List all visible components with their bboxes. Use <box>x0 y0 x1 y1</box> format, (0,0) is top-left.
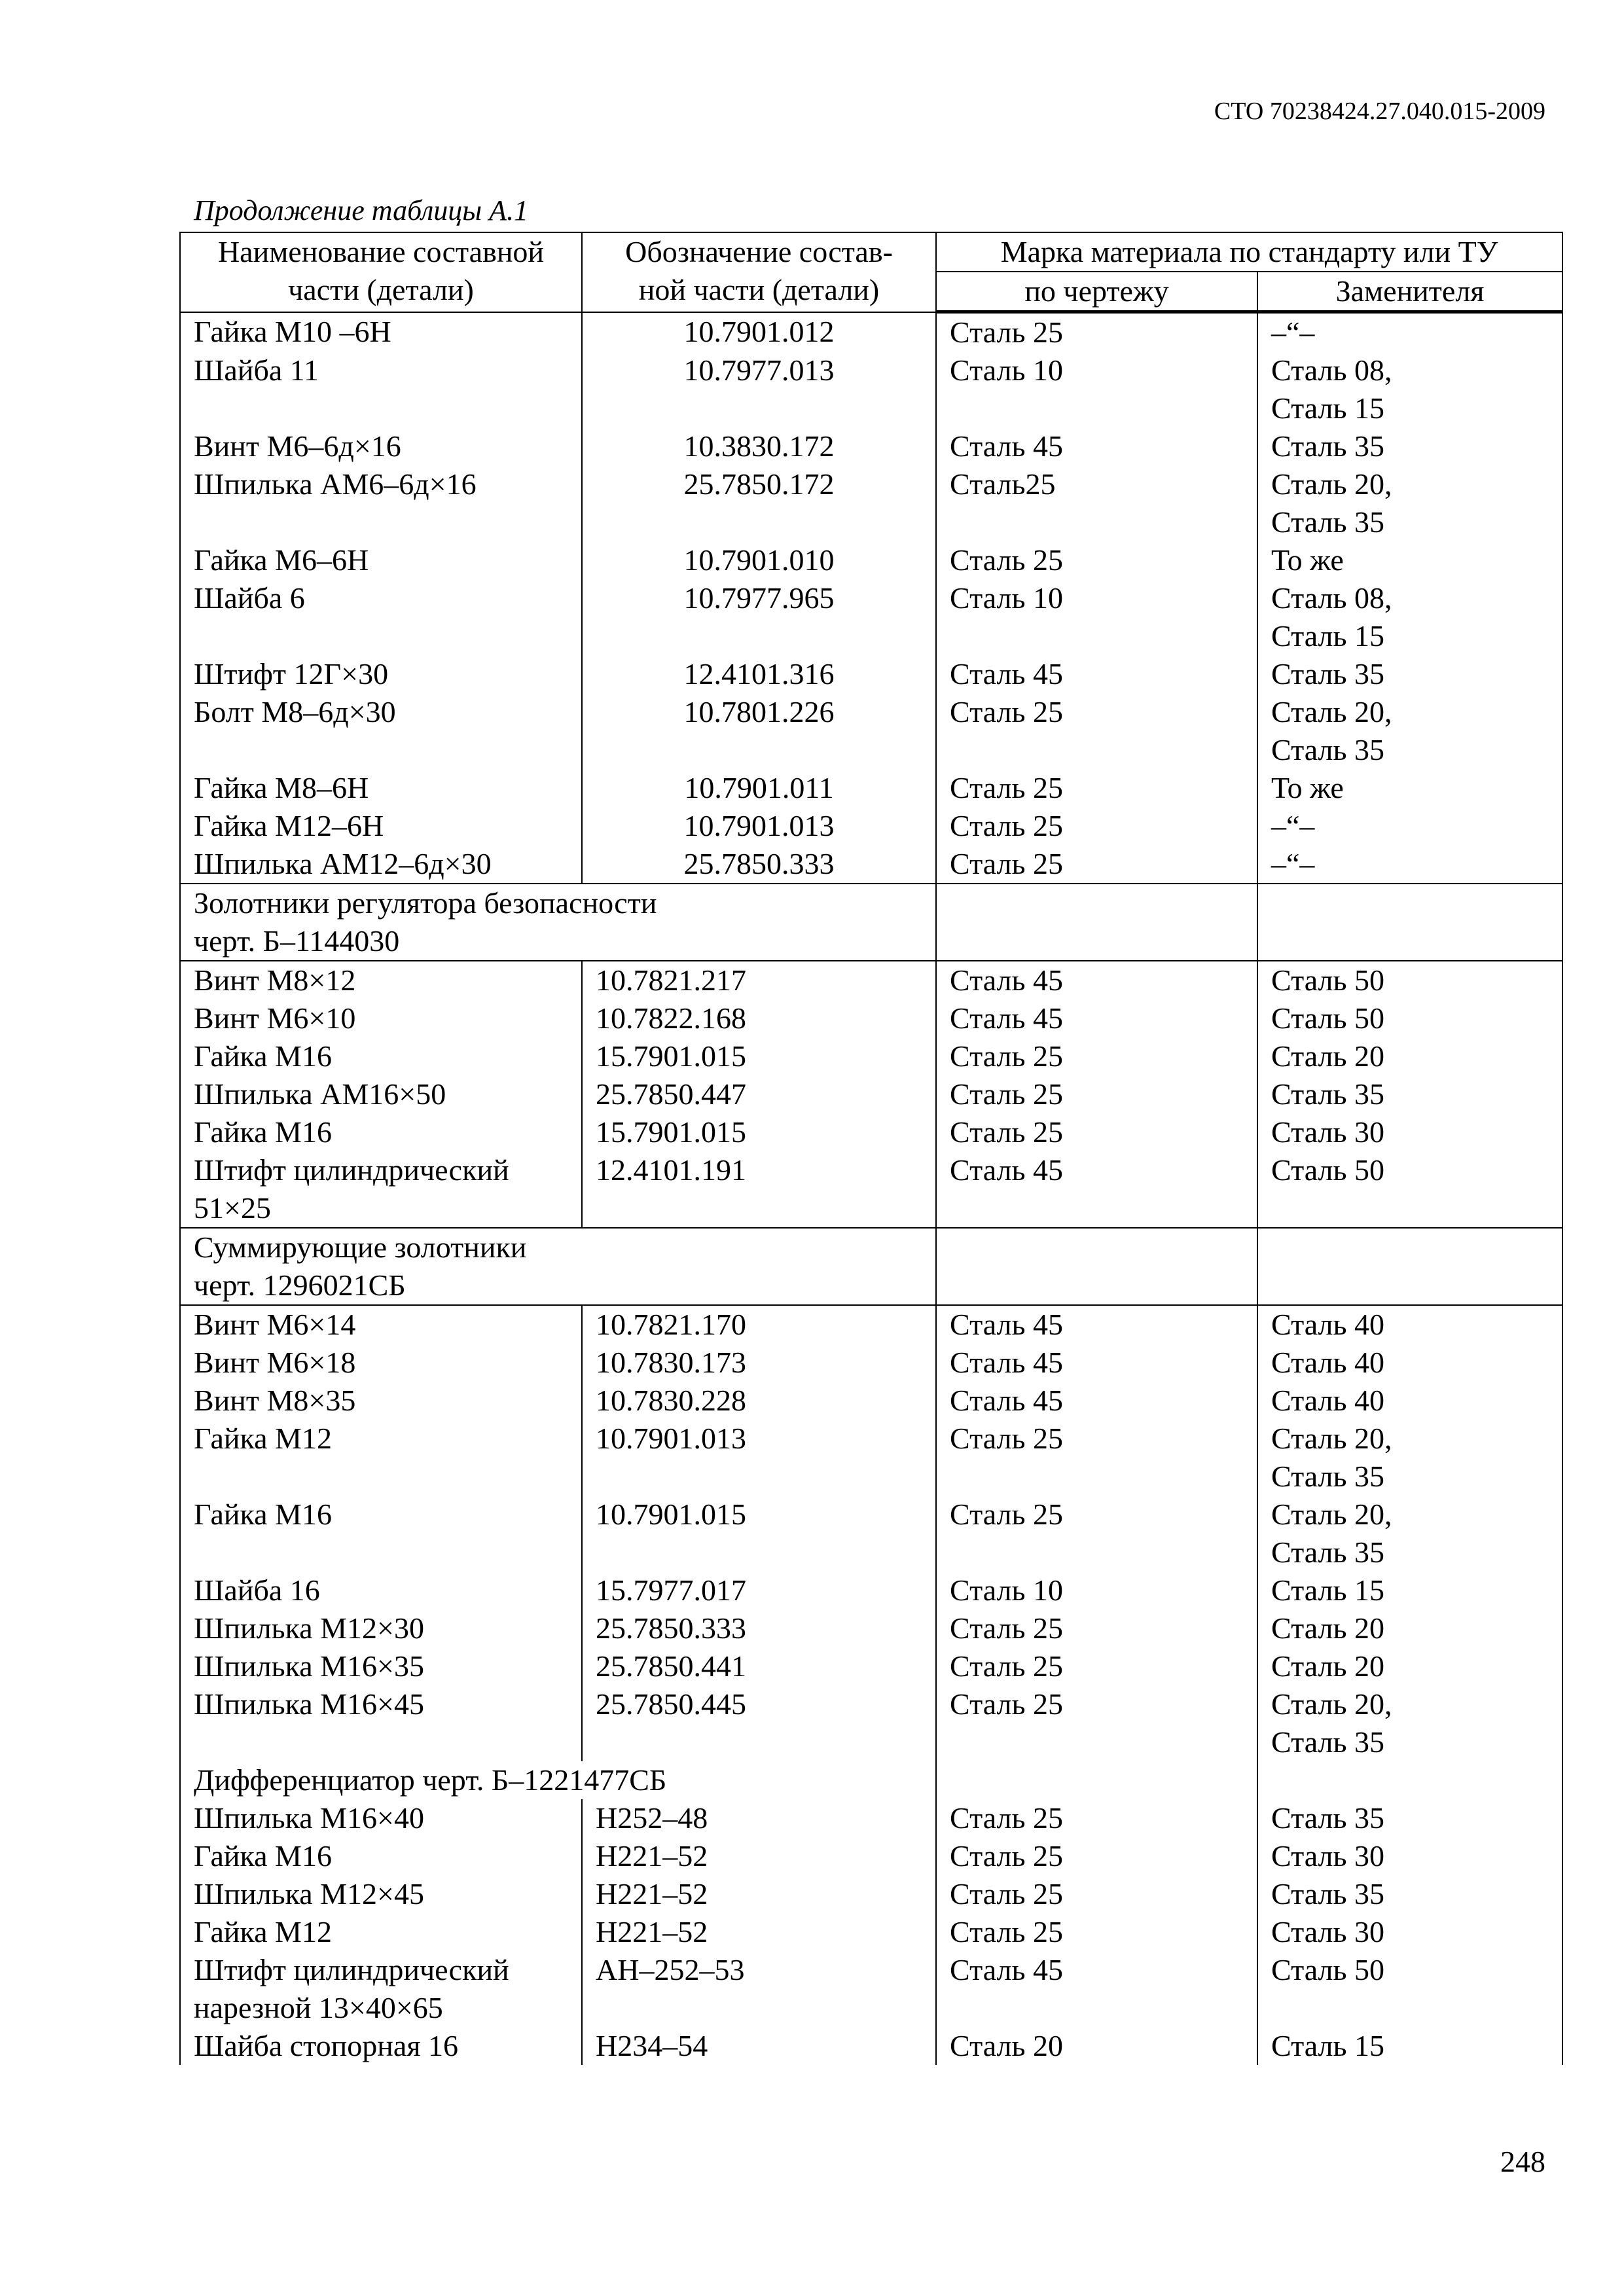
table-row <box>180 807 1562 845</box>
table-row <box>180 693 1562 769</box>
part-code: 15.7977.017 <box>582 1571 936 1609</box>
material-by-drawing: Сталь 25 <box>936 1685 1257 1761</box>
table-row <box>180 1075 1562 1113</box>
substitute-line1: Сталь 35 <box>1271 657 1384 691</box>
material-substitute: Сталь 15 <box>1257 2027 1562 2065</box>
section-header-row <box>180 1761 1562 1799</box>
table-row <box>180 1420 1562 1496</box>
material-substitute: Сталь 50 <box>1257 961 1562 999</box>
part-code: 10.7830.228 <box>582 1382 936 1420</box>
part-code: 10.7977.013 <box>582 351 936 427</box>
table-body <box>180 312 1562 2066</box>
part-name: Шпилька АМ16×50 <box>180 1075 582 1113</box>
material-by-drawing: Сталь 25 <box>936 1113 1257 1151</box>
part-code: 25.7850.445 <box>582 1685 936 1761</box>
table-row <box>180 1344 1562 1382</box>
part-code: 25.7850.441 <box>582 1647 936 1685</box>
header-material: Марка материала по стандарту или ТУ <box>936 232 1562 272</box>
table-row <box>180 351 1562 427</box>
section-drawing-ref: черт. Б–1144030 <box>194 924 400 958</box>
part-name: Гайка М8–6Н <box>180 769 582 807</box>
material-by-drawing: Сталь 20 <box>936 2027 1257 2065</box>
material-substitute: Сталь 30 <box>1257 1837 1562 1875</box>
part-code: 10.7801.226 <box>582 693 936 769</box>
material-by-drawing: Сталь 25 <box>936 807 1257 845</box>
substitute-line1: Сталь 08, <box>1271 353 1392 387</box>
substitute-line1: –“– <box>1271 809 1315 842</box>
material-by-drawing: Сталь 10 <box>936 351 1257 427</box>
part-code: 10.7901.010 <box>582 541 936 579</box>
table-row <box>180 1685 1562 1761</box>
substitute-line1: Сталь 20 <box>1271 1649 1384 1683</box>
part-name: Винт М6–6д×16 <box>180 427 582 465</box>
material-substitute <box>1257 1496 1562 1571</box>
table-row <box>180 541 1562 579</box>
substitute-line2: Сталь 35 <box>1271 1725 1384 1759</box>
substitute-line1: Сталь 20, <box>1271 695 1392 728</box>
part-name: Шпилька М16×40 <box>180 1799 582 1837</box>
substitute-line1: Сталь 20, <box>1271 1422 1392 1455</box>
part-code: 10.7977.965 <box>582 579 936 655</box>
section-title <box>180 1228 936 1305</box>
table-row <box>180 1037 1562 1075</box>
header-code-line1: Обозначение состав- <box>625 235 893 268</box>
material-by-drawing: Сталь 25 <box>936 312 1257 352</box>
part-name: Гайка М6–6Н <box>180 541 582 579</box>
table-row <box>180 1151 1562 1228</box>
part-name-line1: Штифт цилиндрический <box>194 1153 509 1187</box>
section-title <box>180 884 936 961</box>
table-row <box>180 1875 1562 1913</box>
material-substitute <box>1257 1420 1562 1496</box>
material-by-drawing: Сталь 25 <box>936 1913 1257 1951</box>
material-by-drawing: Сталь 25 <box>936 1875 1257 1913</box>
part-name: Винт М6×10 <box>180 999 582 1037</box>
part-name: Шпилька М12×30 <box>180 1609 582 1647</box>
material-by-drawing: Сталь 45 <box>936 999 1257 1037</box>
header-by-drawing: по чертежу <box>936 272 1257 312</box>
section-header-row <box>180 1228 1562 1305</box>
part-code: 10.7821.170 <box>582 1305 936 1344</box>
part-name <box>180 1951 582 2027</box>
substitute-line1: –“– <box>1271 315 1315 349</box>
material-substitute: Сталь 35 <box>1257 1875 1562 1913</box>
substitute-line1: Сталь 35 <box>1271 429 1384 463</box>
part-name: Винт М8×35 <box>180 1382 582 1420</box>
section-title: Дифференциатор черт. Б–1221477СБ <box>180 1761 936 1799</box>
material-by-drawing: Сталь 25 <box>936 1799 1257 1837</box>
material-substitute: Сталь 30 <box>1257 1113 1562 1151</box>
material-by-drawing: Сталь 45 <box>936 1305 1257 1344</box>
table-row <box>180 1496 1562 1571</box>
part-code: 10.3830.172 <box>582 427 936 465</box>
material-substitute: Сталь 20 <box>1257 1037 1562 1075</box>
part-code: 10.7901.015 <box>582 1496 936 1571</box>
substitute-line1: То же <box>1271 543 1344 577</box>
material-substitute <box>1257 351 1562 427</box>
substitute-line1: То же <box>1271 771 1344 804</box>
table-row <box>180 1951 1562 2027</box>
part-name: Шайба 11 <box>180 351 582 427</box>
substitute-line1: Сталь 20, <box>1271 1498 1392 1531</box>
substitute-line1: Сталь 08, <box>1271 581 1392 615</box>
part-code: Н234–54 <box>582 2027 936 2065</box>
part-name: Гайка М12 <box>180 1420 582 1496</box>
material-substitute <box>1257 541 1562 579</box>
table-row <box>180 1382 1562 1420</box>
material-substitute <box>1257 1647 1562 1685</box>
part-name: Гайка М12–6Н <box>180 807 582 845</box>
section-title-line1: Золотники регулятора безопасности <box>194 886 657 920</box>
table-row <box>180 655 1562 693</box>
part-name: Гайка М12 <box>180 1913 582 1951</box>
part-name: Шайба стопорная 16 <box>180 2027 582 2065</box>
material-substitute <box>1257 312 1562 352</box>
part-code: 15.7901.015 <box>582 1113 936 1151</box>
part-code: 12.4101.316 <box>582 655 936 693</box>
material-by-drawing: Сталь 45 <box>936 1151 1257 1228</box>
material-substitute <box>1257 1609 1562 1647</box>
substitute-line1: –“– <box>1271 847 1315 880</box>
part-name <box>180 1151 582 1228</box>
part-name: Шпилька АМ12–6д×30 <box>180 845 582 884</box>
material-substitute <box>1257 769 1562 807</box>
substitute-line1: Сталь 40 <box>1271 1308 1384 1341</box>
material-by-drawing: Сталь 25 <box>936 541 1257 579</box>
material-by-drawing: Сталь 45 <box>936 1382 1257 1420</box>
table-row <box>180 1913 1562 1951</box>
material-substitute <box>1257 1305 1562 1344</box>
part-name: Шпилька М16×35 <box>180 1647 582 1685</box>
part-code: 10.7901.011 <box>582 769 936 807</box>
substitute-line2: Сталь 35 <box>1271 505 1384 539</box>
table-row <box>180 1113 1562 1151</box>
section-title-line1: Суммирующие золотники <box>194 1230 527 1264</box>
header-name <box>180 232 582 312</box>
material-by-drawing: Сталь 25 <box>936 769 1257 807</box>
part-name: Гайка М16 <box>180 1113 582 1151</box>
table-row <box>180 1647 1562 1685</box>
substitute-line2: Сталь 15 <box>1271 619 1384 653</box>
material-by-drawing: Сталь 25 <box>936 1037 1257 1075</box>
substitute-line1: Сталь 20, <box>1271 1687 1392 1721</box>
materials-table <box>179 232 1563 2065</box>
material-substitute <box>1257 427 1562 465</box>
part-code: Н221–52 <box>582 1837 936 1875</box>
material-substitute <box>1257 1382 1562 1420</box>
part-code: Н221–52 <box>582 1875 936 1913</box>
header-name-line1: Наименование составной <box>217 235 545 268</box>
material-substitute <box>1257 1571 1562 1609</box>
material-substitute: Сталь 30 <box>1257 1913 1562 1951</box>
part-code: 25.7850.333 <box>582 845 936 884</box>
part-code: 25.7850.447 <box>582 1075 936 1113</box>
part-code: 10.7821.217 <box>582 961 936 999</box>
part-code: Н221–52 <box>582 1913 936 1951</box>
part-code: 25.7850.333 <box>582 1609 936 1647</box>
material-by-drawing: Сталь 10 <box>936 1571 1257 1609</box>
part-name-line2: 51×25 <box>194 1191 271 1225</box>
part-code: 10.7822.168 <box>582 999 936 1037</box>
part-name: Шайба 6 <box>180 579 582 655</box>
part-name: Гайка М16 <box>180 1037 582 1075</box>
table-row <box>180 961 1562 999</box>
header-code <box>582 232 936 312</box>
header-name-line2: части (детали) <box>288 273 474 306</box>
substitute-line2: Сталь 35 <box>1271 1460 1384 1493</box>
substitute-line1: Сталь 15 <box>1271 1573 1384 1607</box>
table-row <box>180 579 1562 655</box>
part-name-line2: нарезной 13×40×65 <box>194 1991 443 2024</box>
part-name: Шпилька М12×45 <box>180 1875 582 1913</box>
material-substitute: Сталь 50 <box>1257 1151 1562 1228</box>
material-by-drawing: Сталь 45 <box>936 1951 1257 2027</box>
material-by-drawing: Сталь 25 <box>936 1420 1257 1496</box>
table-row <box>180 1609 1562 1647</box>
material-substitute <box>1257 1685 1562 1761</box>
material-by-drawing: Сталь 25 <box>936 1647 1257 1685</box>
material-by-drawing: Сталь 10 <box>936 579 1257 655</box>
material-substitute <box>1257 1344 1562 1382</box>
material-by-drawing: Сталь 45 <box>936 961 1257 999</box>
table-row <box>180 769 1562 807</box>
part-code: 12.4101.191 <box>582 1151 936 1228</box>
part-name: Шайба 16 <box>180 1571 582 1609</box>
table-row <box>180 2027 1562 2065</box>
header-substitute: Заменителя <box>1257 272 1562 312</box>
part-name: Шпилька М16×45 <box>180 1685 582 1761</box>
table-row <box>180 1305 1562 1344</box>
material-by-drawing: Сталь 25 <box>936 1609 1257 1647</box>
part-name: Винт М6×14 <box>180 1305 582 1344</box>
material-substitute <box>1257 465 1562 541</box>
material-by-drawing: Сталь 25 <box>936 1075 1257 1113</box>
part-name-line1: Штифт цилиндрический <box>194 1953 509 1986</box>
material-by-drawing: Сталь 25 <box>936 693 1257 769</box>
table-caption: Продолжение таблицы А.1 <box>194 194 528 226</box>
substitute-line1: Сталь 20 <box>1271 1611 1384 1645</box>
material-substitute <box>1257 655 1562 693</box>
part-code: 10.7830.173 <box>582 1344 936 1382</box>
material-by-drawing: Сталь 45 <box>936 427 1257 465</box>
part-code: 10.7901.012 <box>582 312 936 352</box>
part-name: Гайка М10 –6Н <box>180 312 582 352</box>
part-code: Н252–48 <box>582 1799 936 1837</box>
substitute-line1: Сталь 20, <box>1271 467 1392 501</box>
material-substitute: Сталь 50 <box>1257 1951 1562 2027</box>
part-name: Штифт 12Г×30 <box>180 655 582 693</box>
part-name: Болт М8–6д×30 <box>180 693 582 769</box>
material-substitute <box>1257 807 1562 845</box>
material-substitute: Сталь 35 <box>1257 1799 1562 1837</box>
material-by-drawing: Сталь 25 <box>936 1837 1257 1875</box>
table-row <box>180 999 1562 1037</box>
table-row <box>180 1571 1562 1609</box>
material-by-drawing: Сталь 25 <box>936 845 1257 884</box>
section-title-line2: черт. 1296021СБ <box>194 1268 406 1302</box>
material-substitute: Сталь 35 <box>1257 1075 1562 1113</box>
table-row <box>180 465 1562 541</box>
document-code: СТО 70238424.27.040.015-2009 <box>1214 98 1545 125</box>
material-substitute <box>1257 693 1562 769</box>
material-by-drawing: Сталь 45 <box>936 1344 1257 1382</box>
part-name: Шпилька АМ6–6д×16 <box>180 465 582 541</box>
material-by-drawing: Сталь 25 <box>936 1496 1257 1571</box>
material-by-drawing: Сталь 45 <box>936 655 1257 693</box>
part-name: Гайка М16 <box>180 1837 582 1875</box>
part-code: 10.7901.013 <box>582 807 936 845</box>
header-code-line2: ной части (детали) <box>638 273 880 306</box>
table-row <box>180 427 1562 465</box>
substitute-line1: Сталь 40 <box>1271 1346 1384 1379</box>
section-header-row <box>180 884 1562 961</box>
substitute-line1: Сталь 40 <box>1271 1384 1384 1417</box>
part-name: Винт М8×12 <box>180 961 582 999</box>
substitute-line2: Сталь 35 <box>1271 1535 1384 1569</box>
table-row <box>180 312 1562 352</box>
part-code: 25.7850.172 <box>582 465 936 541</box>
substitute-line2: Сталь 35 <box>1271 733 1384 766</box>
substitute-line2: Сталь 15 <box>1271 391 1384 425</box>
material-substitute <box>1257 579 1562 655</box>
part-code: 15.7901.015 <box>582 1037 936 1075</box>
table-row <box>180 845 1562 884</box>
material-by-drawing: Сталь25 <box>936 465 1257 541</box>
material-substitute: Сталь 50 <box>1257 999 1562 1037</box>
table-row <box>180 1837 1562 1875</box>
page-number: 248 <box>1500 2145 1545 2178</box>
part-name: Винт М6×18 <box>180 1344 582 1382</box>
part-code: 10.7901.013 <box>582 1420 936 1496</box>
part-name: Гайка М16 <box>180 1496 582 1571</box>
material-substitute <box>1257 845 1562 884</box>
part-code: АН–252–53 <box>582 1951 936 2027</box>
table-row <box>180 1799 1562 1837</box>
